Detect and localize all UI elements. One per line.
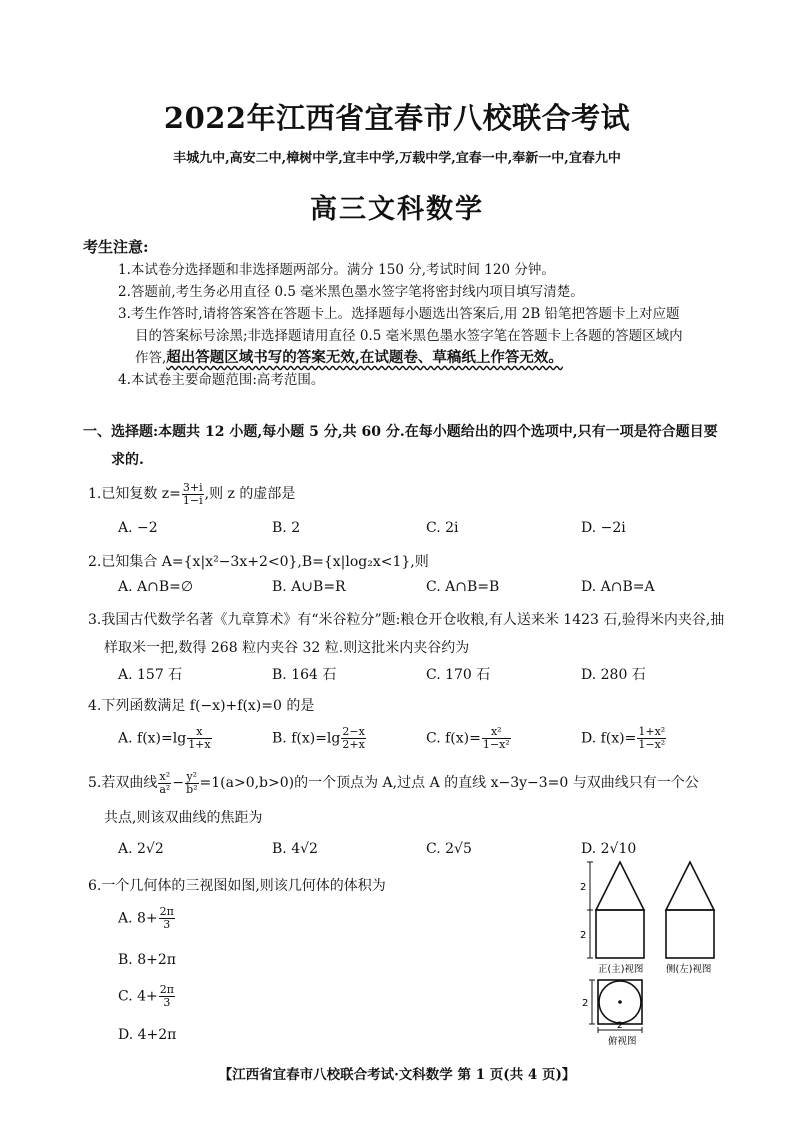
q1-option-b: B. 2: [272, 520, 301, 536]
top-dimension-lines: [589, 980, 642, 1033]
notice-list: [118, 259, 728, 391]
q1-option-d: D. −2i: [581, 520, 626, 536]
dim-label: 2: [580, 882, 587, 893]
notice-heading: 考生注意:: [83, 238, 149, 256]
q6-option-b: B. 8+2π: [118, 952, 176, 968]
q6-option-a: A. 8+ $\frac{2\pi}{3}$: [118, 905, 174, 931]
front-view: [596, 862, 644, 958]
side-view: [666, 862, 714, 958]
section-line-1: 一、选择题:本题共 12 小题,每小题 5 分,共 60 分.在每小题给出的四个选项中,只有一项是符合题目要: [83, 424, 718, 440]
question-3: 3.我国古代数学名著《九章算术》有“米谷粒分”题:粮仓开仓收粮,有人送来米 1423 石,验得米内夹谷,抽 样取米一把,数得 268 粒内夹谷 32 粒.则这批米内夹谷约为: [88, 612, 725, 656]
notice-item-4: 4.本试卷主要命题范围:高考范围。: [118, 372, 325, 388]
q4-option-a: A. f(x)=lg $\frac{x}{1+x}$: [118, 725, 211, 751]
center-dot: [618, 1000, 622, 1004]
question-2: 2.已知集合 A={x|x²−3x+2<0},B={x|log₂x<1},则: [88, 554, 429, 570]
question-4: 4.下列函数满足 f(−x)+f(x)=0 的是: [88, 698, 315, 714]
subject-title: 高三文科数学: [310, 194, 484, 225]
question-5-line-2: 共点,则该双曲线的焦距为: [104, 810, 263, 826]
q4-option-d: D. f(x)= $\frac{\text{1+x²}}{\text{1−x²}}$: [581, 725, 666, 751]
notice-item-3-end: 作答,超出答题区域书写的答案无效,在试题卷、草稿纸上作答无效。: [135, 349, 563, 366]
q5-option-a: A. 2√2: [118, 841, 164, 857]
q2-option-b: B. A∪B=R: [272, 579, 346, 595]
dim-label: 2: [580, 930, 587, 941]
side-view-label: 侧(左)视图: [666, 964, 712, 975]
q1-option-c: C. 2i: [426, 520, 459, 536]
q3-option-a: A. 157 石: [118, 667, 183, 683]
q2-option-a: A. A∩B=∅: [118, 579, 194, 595]
q3-option-d: D. 280 石: [581, 667, 646, 683]
notice-warning: 超出答题区域书写的答案无效,在试题卷、草稿纸上作答无效。: [166, 349, 563, 366]
question-5: 5.若双曲线 $\frac{\text{x²}}{\text{a²}}$ − $\frac{\text{y²}}{\text{b²}}$ =1(a>0,b>0)的一个顶点为 A,过点 A 的直线 x−3y−3=0 与双曲线只有一个公: [88, 769, 699, 796]
notice-item-3-cont: 目的答案标号涂黑;非选择题请用直径 0.5 毫米黑色墨水签字笔在答题卡上各题的答题区域内: [135, 328, 683, 344]
q4-option-c: C. f(x)= $\frac{\text{x²}}{\text{1−x²}}$: [426, 725, 510, 751]
q1-option-a: A. −2: [118, 520, 158, 536]
q3-option-b: B. 164 石: [272, 667, 337, 683]
q2-option-c: C. A∩B=B: [426, 579, 500, 595]
front-view-label: 正(主)视图: [598, 964, 644, 975]
q5-option-d: D. 2√10: [581, 841, 637, 857]
q6-option-c: C. 4+ $\frac{2\pi}{3}$: [118, 983, 174, 1009]
q6-option-d: D. 4+2π: [118, 1027, 177, 1043]
notice-item-2: 2.答题前,考生务必用直径 0.5 毫米黑色墨水签字笔将密封线内项目填写清楚。: [118, 284, 584, 300]
q3-option-c: C. 170 石: [426, 667, 491, 683]
top-view-label: 俯视图: [608, 1036, 637, 1047]
section-heading: [83, 418, 723, 474]
question-1: 1.已知复数 z= $\frac{3+i}{1-i}$ ,则 z 的虚部是: [88, 480, 296, 507]
section-line-2: 求的.: [111, 452, 144, 468]
q5-option-c: C. 2√5: [426, 841, 472, 857]
dim-label: 2: [582, 998, 589, 1009]
notice-item-1: 1.本试卷分选择题和非选择题两部分。满分 150 分,考试时间 120 分钟。: [118, 262, 555, 278]
dim-label: 2: [617, 1021, 623, 1031]
dimension-lines: [587, 862, 593, 958]
school-list: 丰城九中,高安二中,樟树中学,宜丰中学,万载中学,宜春一中,奉新一中,宜春九中: [173, 151, 621, 166]
fraction: $\frac{3+i}{1-i}$: [182, 480, 203, 507]
page-footer: 【江西省宜春市八校联合考试·文科数学 第 1 页(共 4 页)】: [218, 1067, 576, 1083]
q2-option-d: D. A∩B=A: [581, 579, 655, 595]
three-view-figure: [582, 858, 732, 1048]
q4-option-b: B. f(x)=lg $\frac{2-x}{2+x}$: [272, 725, 365, 751]
q5-option-b: B. 4√2: [272, 841, 318, 857]
question-6: 6.一个几何体的三视图如图,则该几何体的体积为: [88, 878, 386, 894]
notice-item-3: 3.考生作答时,请将答案答在答题卡上。选择题每小题选出答案后,用 2B 铅笔把答题卡上对应题: [118, 306, 680, 322]
exam-title: 2022年江西省宜春市八校联合考试: [163, 101, 631, 135]
